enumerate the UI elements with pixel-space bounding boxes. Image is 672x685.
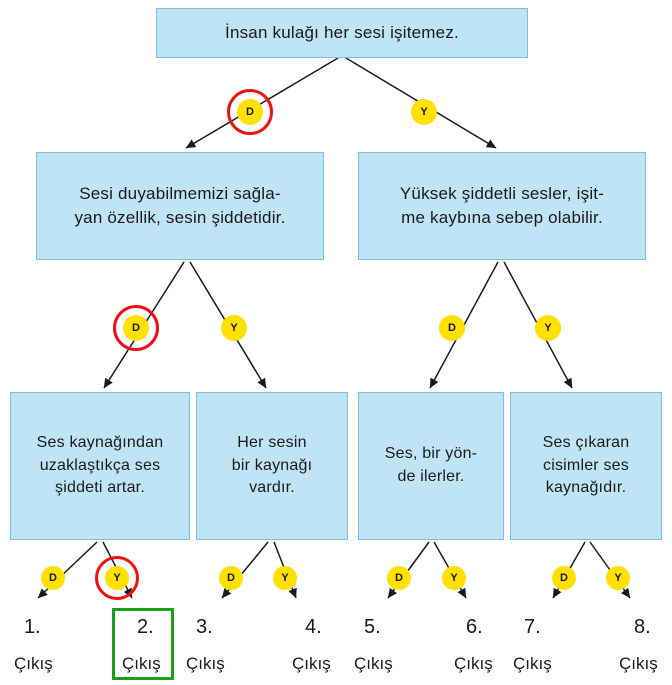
- level3-box2-line2: bir kaynağı: [231, 456, 313, 474]
- outcome-label-5: Çıkış: [354, 654, 393, 673]
- outcome-number-2: 2.: [137, 616, 154, 638]
- outcome-number-4: 4.: [305, 616, 322, 638]
- branch-label-yes-level2-0[interactable]: D: [123, 315, 149, 341]
- level3-box4-line1: Ses çıkaran: [542, 433, 630, 451]
- branch-label-no-level3-3[interactable]: Y: [273, 566, 297, 590]
- outcome-label-8: Çıkış: [619, 654, 658, 673]
- level3-box1-line3: şiddeti artar.: [55, 479, 145, 497]
- level2-right-line2: me kaybına sebep olabilir.: [401, 208, 603, 227]
- level3-box4-line3: kaynağıdır.: [545, 479, 627, 497]
- branch-label-yes-level3-2[interactable]: D: [219, 566, 243, 590]
- level3-box2-line3: vardır.: [249, 479, 295, 497]
- outcome-number-7: 7.: [524, 616, 541, 638]
- branch-label-yes-level1-0[interactable]: D: [237, 99, 263, 125]
- outcome-number-3: 3.: [196, 616, 213, 638]
- level2-right-line1: Yüksek şiddetli sesler, işit-: [399, 183, 605, 203]
- outcome-number-5: 5.: [364, 616, 381, 638]
- outcome-number-1: 1.: [24, 616, 41, 638]
- branch-label-no-level2-3[interactable]: Y: [535, 315, 561, 341]
- level3-box2-line1: Her sesin: [237, 433, 307, 451]
- outcome-label-3: Çıkış: [186, 654, 225, 673]
- root-statement-text: İnsan kulağı her sesi işitemez.: [225, 22, 459, 42]
- branch-label-no-level3-7[interactable]: Y: [606, 566, 630, 590]
- branch-label-no-level3-5[interactable]: Y: [442, 566, 466, 590]
- branch-label-yes-level3-0[interactable]: D: [41, 566, 65, 590]
- level2-box-left: [36, 152, 324, 260]
- level3-box3-line2: de ilerler.: [397, 468, 465, 485]
- root-statement-box: [156, 8, 528, 58]
- branch-label-yes-level2-2[interactable]: D: [439, 315, 465, 341]
- branch-label-yes-level3-6[interactable]: D: [552, 566, 576, 590]
- level3-box-4: [510, 392, 662, 540]
- branch-label-no-level1-1[interactable]: Y: [411, 99, 437, 125]
- level3-box1-line2: uzaklaştıkça ses: [39, 456, 161, 474]
- level3-box1-line1: Ses kaynağından: [36, 433, 164, 451]
- outcome-label-2: Çıkış: [122, 654, 161, 673]
- branch-label-no-level2-1[interactable]: Y: [221, 315, 247, 341]
- outcome-label-6: Çıkış: [454, 654, 493, 673]
- branch-label-yes-level3-4[interactable]: D: [387, 566, 411, 590]
- outcome-label-4: Çıkış: [292, 654, 331, 673]
- outcome-number-8: 8.: [634, 616, 651, 638]
- outcome-number-6: 6.: [466, 616, 483, 638]
- level3-box-2: [196, 392, 348, 540]
- level2-box-right: [358, 152, 646, 260]
- green-highlight-box: [112, 608, 174, 680]
- level3-box-3: [358, 392, 504, 540]
- outcome-label-7: Çıkış: [513, 654, 552, 673]
- branch-label-no-level3-1[interactable]: Y: [105, 566, 129, 590]
- level3-box-1: [10, 392, 190, 540]
- level3-box3-line1: Ses, bir yön-: [384, 445, 478, 463]
- red-highlight-ring: [227, 89, 273, 135]
- outcome-label-1: Çıkış: [14, 654, 53, 673]
- red-highlight-ring: [95, 556, 139, 600]
- red-highlight-ring: [113, 305, 159, 351]
- level2-left-line1: Sesi duyabilmemizi sağla-: [79, 183, 281, 203]
- level2-left-line2: yan özellik, sesin şiddetidir.: [74, 208, 286, 227]
- level3-box4-line2: cisimler ses: [543, 456, 629, 474]
